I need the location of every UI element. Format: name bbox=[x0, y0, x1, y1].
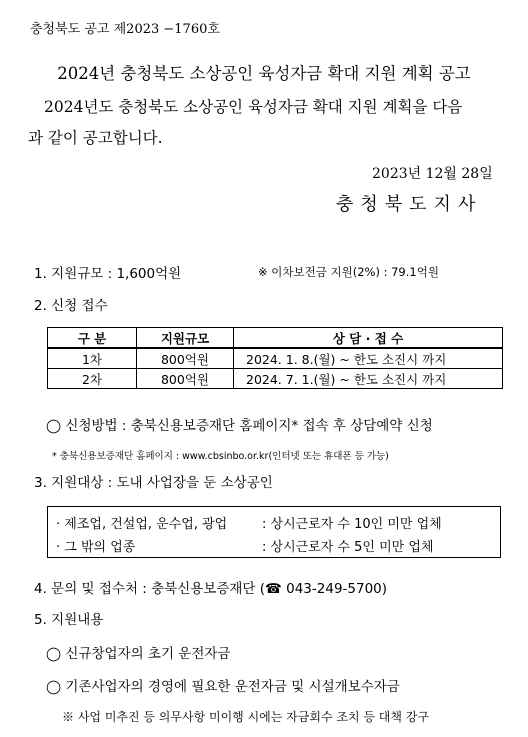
table-cell-round: 1차 bbox=[48, 348, 137, 369]
section-support-scale: 1. 지원규모 : 1,600억원 bbox=[34, 266, 182, 282]
column-header-amount: 지원규모 bbox=[137, 328, 234, 349]
table-cell-round: 2차 bbox=[48, 369, 137, 389]
table-cell-amount: 800억원 bbox=[137, 348, 234, 369]
announcement-date: 2023년 12월 28일 bbox=[372, 166, 493, 182]
section-eligibility: 3. 지원대상 : 도내 사업장을 둔 소상공인 bbox=[34, 475, 273, 491]
table-cell-period: 2024. 7. 1.(월) ~ 한도 소진시 까지 bbox=[234, 369, 503, 389]
section-support-content: 5. 지원내용 bbox=[34, 612, 104, 628]
table-row bbox=[48, 369, 503, 389]
governor-signature: 충청북도지사 bbox=[336, 194, 483, 215]
intro-line-1: 2024년도 충청북도 소상공인 육성자금 확대 지원 계획을 다음 bbox=[44, 98, 463, 116]
section-contact: 4. 문의 및 접수처 : 충북신용보증재단 (☎ 043-249-5700) bbox=[34, 581, 388, 597]
application-method: ◯ 신청방법 : 충북신용보증재단 홈페이지* 접속 후 상담예약 신청 bbox=[46, 418, 433, 434]
intro-line-2: 과 같이 공고합니다. bbox=[28, 129, 163, 147]
document-title: 2024년 충청북도 소상공인 육성자금 확대 지원 계획 공고 bbox=[57, 64, 471, 83]
column-header-round: 구 분 bbox=[48, 328, 137, 349]
table-header-row bbox=[48, 328, 503, 349]
website-note: * 충북신용보증재단 홈페이지 : www.cbsinbo.or.kr(인터넷 또는 휴대폰 등 가능) bbox=[52, 451, 389, 462]
interest-subsidy-note: ※ 이차보전금 지원(2%) : 79.1억원 bbox=[258, 265, 439, 279]
table-cell-period: 2024. 1. 8.(월) ~ 한도 소진시 까지 bbox=[234, 348, 503, 369]
section-application: 2. 신청 접수 bbox=[34, 298, 108, 314]
eligibility-category: · 그 밖의 업종 bbox=[56, 540, 136, 555]
recovery-note: ※ 사업 미추진 등 의무사항 미이행 시에는 자금회수 조치 등 대책 강구 bbox=[62, 710, 429, 724]
eligibility-criteria: : 상시근로자 수 10인 미만 업체 bbox=[262, 517, 442, 532]
table-row bbox=[48, 348, 503, 369]
notice-number: 충청북도 공고 제2023 −1760호 bbox=[30, 22, 220, 37]
support-item-existing: ◯ 기존사업자의 경영에 필요한 운전자금 및 시설개보수자금 bbox=[46, 679, 400, 695]
eligibility-criteria: : 상시근로자 수 5인 미만 업체 bbox=[262, 540, 434, 555]
eligibility-box bbox=[47, 506, 501, 558]
support-item-startup: ◯ 신규창업자의 초기 운전자금 bbox=[46, 646, 231, 662]
table-cell-amount: 800억원 bbox=[137, 369, 234, 389]
column-header-period: 상 담 · 접 수 bbox=[234, 328, 503, 349]
application-schedule-table bbox=[47, 327, 503, 389]
eligibility-category: · 제조업, 건설업, 운수업, 광업 bbox=[56, 517, 228, 532]
